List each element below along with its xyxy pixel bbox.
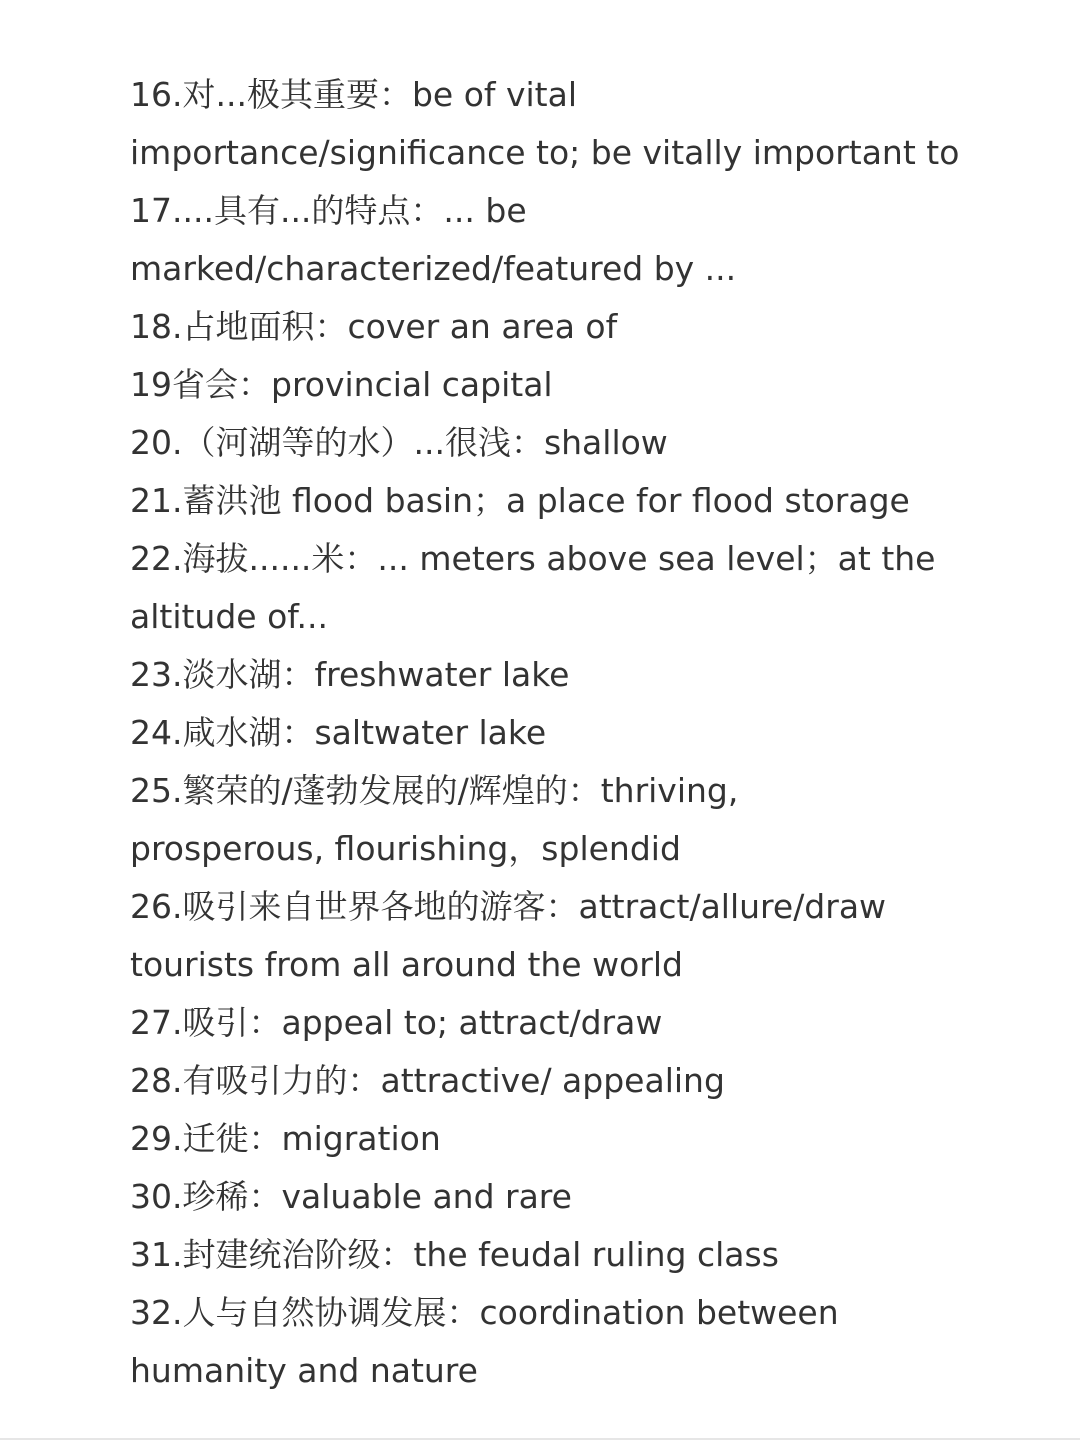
- text-line: tourists from all around the world: [130, 945, 683, 984]
- text-line: humanity and nature: [130, 1351, 478, 1390]
- text-line: 28.有吸引力的：attractive/ appealing: [130, 1061, 725, 1100]
- vocabulary-list: [130, 66, 960, 1400]
- text-line: 31.封建统治阶级：the feudal ruling class: [130, 1235, 779, 1274]
- text-line: 23.淡水湖：freshwater lake: [130, 655, 570, 694]
- text-line: marked/characterized/featured by ...: [130, 249, 737, 288]
- text-line: 25.繁荣的/蓬勃发展的/辉煌的：thriving,: [130, 771, 739, 810]
- text-line: importance/significance to; be vitally important to: [130, 133, 960, 172]
- text-line: 27.吸引：appeal to; attract/draw: [130, 1003, 663, 1042]
- text-line: altitude of...: [130, 597, 328, 636]
- text-line: 29.迁徙：migration: [130, 1119, 441, 1158]
- text-line: 26.吸引来自世界各地的游客：attract/allure/draw: [130, 887, 887, 926]
- text-line: 30.珍稀：valuable and rare: [130, 1177, 572, 1216]
- text-line: 19省会：provincial capital: [130, 365, 553, 404]
- text-line: 16.对...极其重要：be of vital: [130, 75, 578, 114]
- text-line: 21.蓄洪池 flood basin；a place for flood storage: [130, 481, 910, 520]
- text-line: 22.海拔......米：... meters above sea level；at the: [130, 539, 936, 578]
- text-line: 18.占地面积：cover an area of: [130, 307, 618, 346]
- text-line: 32.人与自然协调发展：coordination between: [130, 1293, 839, 1332]
- text-line: 24.咸水湖：saltwater lake: [130, 713, 547, 752]
- text-line: 20.（河湖等的水）...很浅：shallow: [130, 423, 668, 462]
- text-line: 17....具有...的特点：... be: [130, 191, 527, 230]
- text-line: prosperous, flourishing，splendid: [130, 829, 681, 868]
